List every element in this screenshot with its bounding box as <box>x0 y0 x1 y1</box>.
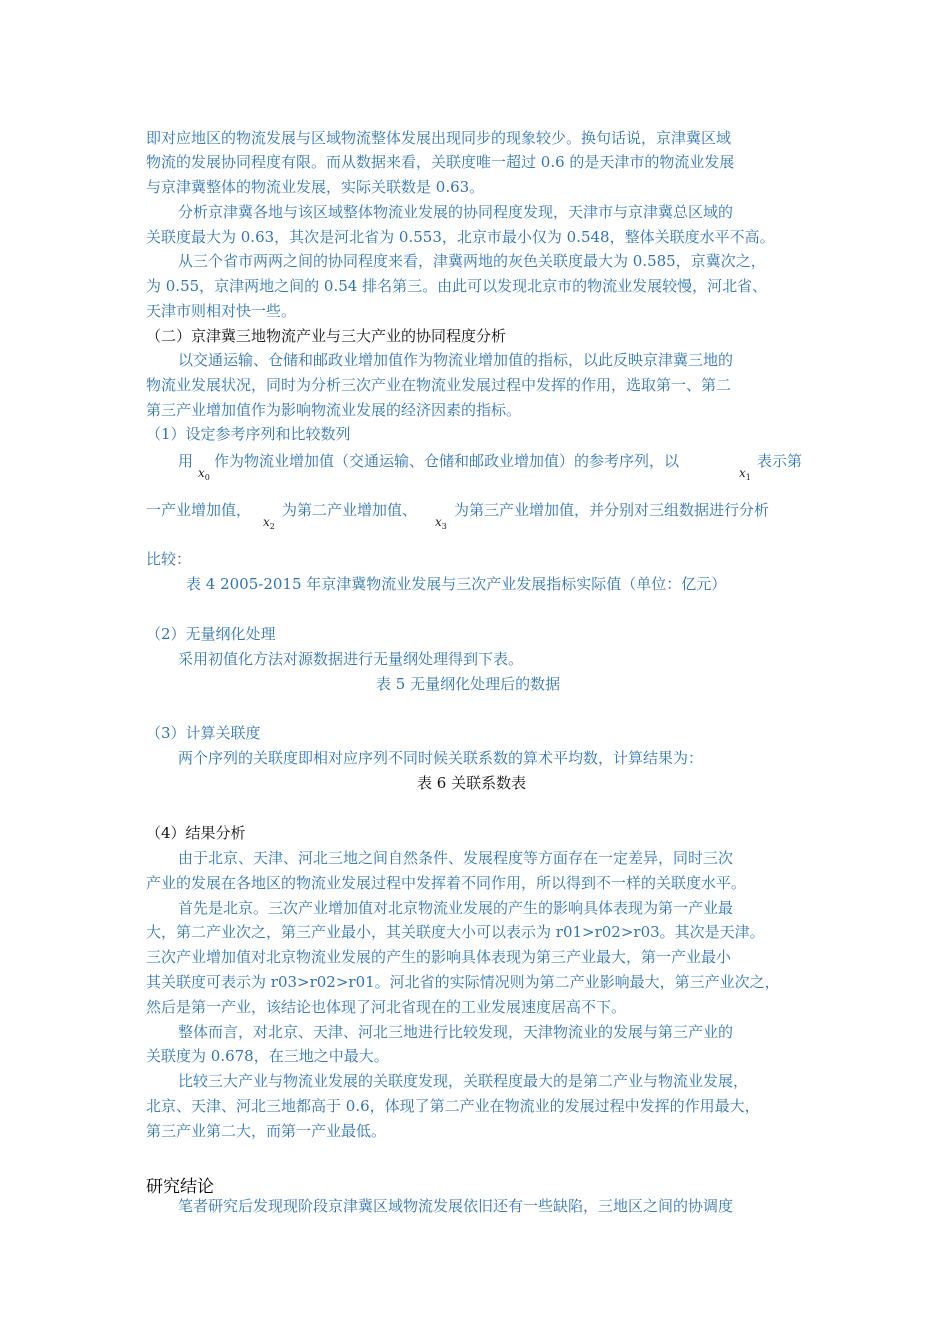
paragraph-line: 笔者研究后发现现阶段京津冀区域物流发展依旧还有一些缺陷，三地区之间的协调度 <box>178 1197 734 1215</box>
paragraph-line: 三次产业增加值对北京物流业发展的产生的影响具体表现为第三产业最大，第一产业最小 <box>146 948 732 966</box>
paragraph-line: 产业的发展在各地区的物流业发展过程中发挥着不同作用，所以得到不一样的关联度水平。 <box>146 874 747 892</box>
paragraph-line: 与京津冀整体的物流业发展，实际关联数是 0.63。 <box>146 178 485 196</box>
paragraph-fragment: 一产业增加值， <box>146 501 252 519</box>
paragraph-line: 采用初值化方法对源数据进行无量纲处理得到下表。 <box>178 650 524 668</box>
step-title: （4）结果分析 <box>146 824 246 842</box>
step-title: （2）无量纲化处理 <box>146 625 276 643</box>
paragraph-line: 为 0.55，京津两地之间的 0.54 排名第三。由此可以发现北京市的物流业发展较慢，河北省、 <box>146 277 768 295</box>
table-caption: 表 6 关联系数表 <box>417 774 527 792</box>
paragraph-line: 从三个省市两两之间的协同程度来看，津冀两地的灰色关联度最大为 0.585，京冀次之， <box>178 252 766 270</box>
paragraph-fragment: 表示第 <box>757 452 803 470</box>
paragraph-line: 以交通运输、仓储和邮政业增加值作为物流业增加值的指标，以此反映京津冀三地的 <box>178 351 734 369</box>
paragraph-line: 第三产业增加值作为影响物流业发展的经济因素的指标。 <box>146 401 522 419</box>
step-title: （1）设定参考序列和比较数列 <box>146 425 351 443</box>
paragraph-line: 第三产业第二大，而第一产业最低。 <box>146 1122 387 1140</box>
paragraph-line: 然后是第一产业，该结论也体现了河北省现在的工业发展速度居高不下。 <box>146 998 627 1016</box>
step-title: （3）计算关联度 <box>146 724 261 742</box>
paragraph-line: 物流的发展协同程度有限。而从数据来看，关联度唯一超过 0.6 的是天津市的物流业发展 <box>146 153 735 171</box>
paragraph-line: 两个序列的关联度即相对应序列不同时候关联系数的算术平均数，计算结果为： <box>178 749 704 767</box>
paragraph-line: 首先是北京。三次产业增加值对北京物流业发展的产生的影响具体表现为第一产业最 <box>178 899 734 917</box>
conclusion-heading: 研究结论 <box>146 1177 214 1197</box>
paragraph-line: 由于北京、天津、河北三地之间自然条件、发展程度等方面存在一定差异，同时三次 <box>178 849 734 867</box>
paragraph-line: 关联度最大为 0.63，其次是河北省为 0.553，北京市最小仅为 0.548，整体关联度水平不高。 <box>146 228 775 246</box>
paragraph-line: 关联度为 0.678，在三地之中最大。 <box>146 1047 389 1065</box>
paragraph-line: 物流业发展状况，同时为分析三次产业在物流业发展过程中发挥的作用，选取第一、第二 <box>146 376 732 394</box>
paragraph-line: 比较三大产业与物流业发展的关联度发现，关联程度最大的是第二产业与物流业发展， <box>178 1072 749 1090</box>
paragraph-fragment: 用 <box>178 452 194 470</box>
paragraph-fragment: 为第三产业增加值，并分别对三组数据进行分析 <box>454 501 770 519</box>
table-caption: 表 5 无量纲化处理后的数据 <box>376 675 561 693</box>
section-title: （二）京津冀三地物流产业与三大产业的协同程度分析 <box>146 327 507 345</box>
paragraph-line: 天津市则相对快一些。 <box>146 302 297 320</box>
table-caption: 表 4 2005-2015 年京津冀物流业发展与三次产业发展指标实际值（单位：亿元） <box>186 575 727 593</box>
paragraph-line: 即对应地区的物流发展与区域物流整体发展出现同步的现象较少。换句话说，京津冀区域 <box>146 129 732 147</box>
variable-x0: $x_0$ <box>198 466 210 482</box>
paragraph-line: 北京、天津、河北三地都高于 0.6，体现了第二产业在物流业的发展过程中发挥的作用最大， <box>146 1097 760 1115</box>
paragraph-fragment: 为第二产业增加值、 <box>282 501 418 519</box>
variable-x2: $x_2$ <box>263 515 275 531</box>
paragraph-line: 比较： <box>146 550 192 568</box>
paragraph-line: 分析京津冀各地与该区域整体物流业发展的协同程度发现，天津市与京津冀总区域的 <box>178 203 734 221</box>
paragraph-line: 整体而言，对北京、天津、河北三地进行比较发现，天津物流业的发展与第三产业的 <box>178 1023 734 1041</box>
variable-x1: $x_1$ <box>739 466 751 482</box>
paragraph-line: 其关联度可表示为 r03>r02>r01。河北省的实际情况则为第二产业影响最大，第三产业次之， <box>146 973 780 991</box>
paragraph-line: 大，第二产业次之，第三产业最小，其关联度大小可以表示为 r01>r02>r03。其次是天津。 <box>146 923 765 941</box>
variable-x3: $x_3$ <box>435 515 447 531</box>
paragraph-fragment: 作为物流业增加值（交通运输、仓储和邮政业增加值）的参考序列，以 <box>214 452 680 470</box>
